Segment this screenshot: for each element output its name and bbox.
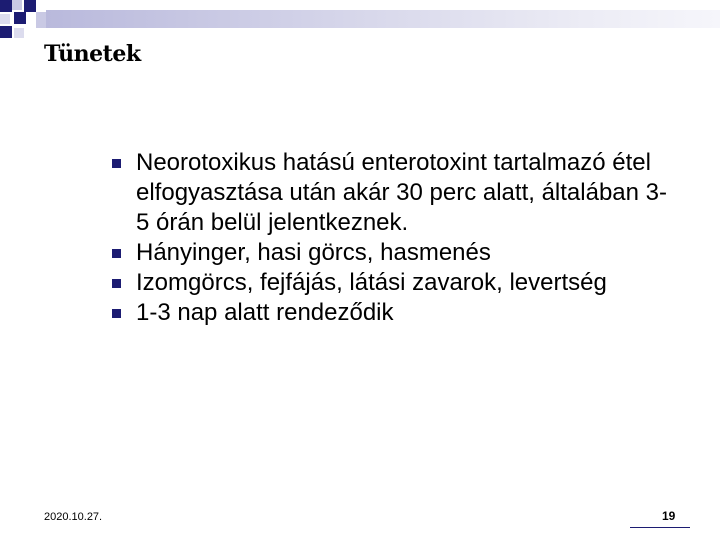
decor-square bbox=[14, 12, 26, 24]
bullet-text: 1-3 nap alatt rendeződik bbox=[136, 299, 394, 326]
decor-square bbox=[12, 0, 22, 10]
decor-square bbox=[0, 26, 12, 38]
square-bullet-icon bbox=[112, 159, 121, 168]
square-bullet-icon bbox=[112, 249, 121, 258]
square-bullet-icon bbox=[112, 279, 121, 288]
bullet-list bbox=[112, 148, 672, 328]
decor-square bbox=[14, 28, 24, 38]
bullet-item bbox=[112, 298, 672, 328]
decor-square bbox=[24, 0, 36, 12]
bullet-item bbox=[112, 268, 672, 298]
bullet-text: Izomgörcs, fejfájás, látási zavarok, levertség bbox=[136, 269, 607, 296]
slide-title: Tünetek bbox=[44, 41, 141, 67]
page-number-underline bbox=[630, 527, 690, 528]
page-number: 19 bbox=[662, 509, 676, 523]
bullet-text: Hányinger, hasi görcs, hasmenés bbox=[136, 239, 491, 266]
footer-date: 2020.10.27. bbox=[44, 511, 103, 523]
header-bar bbox=[46, 10, 720, 28]
decor-square bbox=[0, 14, 10, 24]
bullet-text: Neorotoxikus hatású enterotoxint tartalmazó étel elfogyasztása után akár 30 perc alatt, általában 3-5 órán belül jelentkeznek. bbox=[136, 149, 667, 236]
bullet-item bbox=[112, 238, 672, 268]
decor-square bbox=[36, 12, 46, 28]
square-bullet-icon bbox=[112, 309, 121, 318]
decor-square bbox=[0, 0, 12, 12]
bullet-item bbox=[112, 148, 672, 238]
